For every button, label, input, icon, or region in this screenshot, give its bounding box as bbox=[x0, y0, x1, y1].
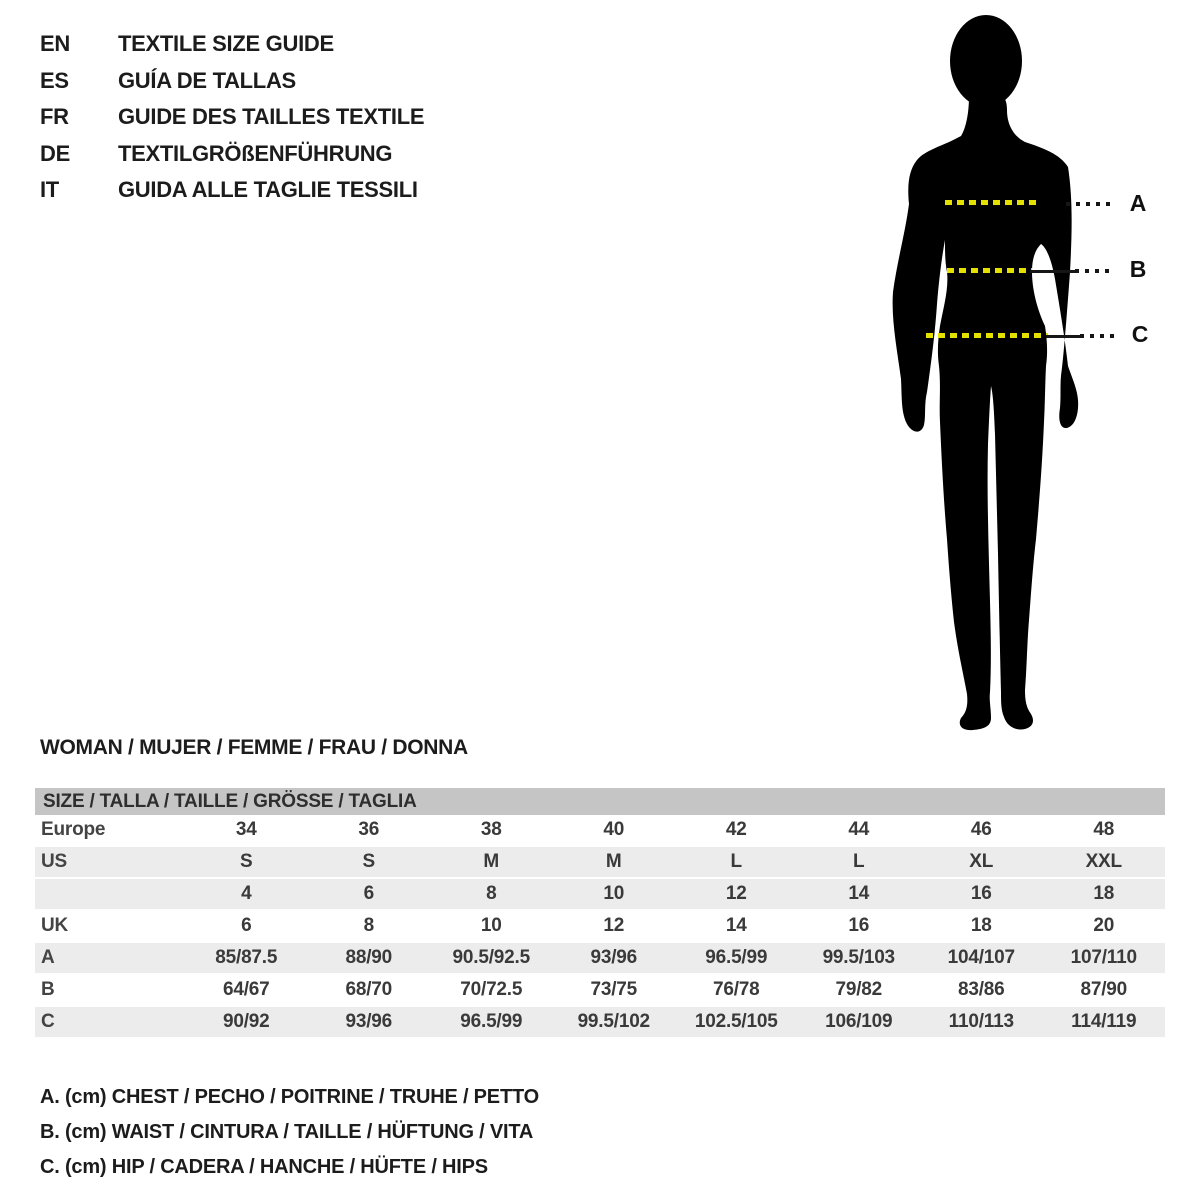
hip-leader-dotted-line bbox=[1080, 334, 1115, 338]
size-cell: 99.5/102 bbox=[553, 1007, 676, 1039]
language-guide-title: TEXTILGRÖßENFÜHRUNG bbox=[118, 140, 393, 166]
size-cell: XL bbox=[920, 847, 1043, 879]
language-guide-title: GUÍA DE TALLAS bbox=[118, 67, 296, 93]
size-cell: 68/70 bbox=[308, 975, 431, 1007]
row-label: Europe bbox=[35, 815, 185, 847]
size-cell: 10 bbox=[553, 879, 676, 911]
size-cell: M bbox=[430, 847, 553, 879]
size-cell: 64/67 bbox=[185, 975, 308, 1007]
size-cell: 88/90 bbox=[308, 943, 431, 975]
measurement-note: A. (cm) CHEST / PECHO / POITRINE / TRUHE / PETTO bbox=[40, 1086, 539, 1108]
table-row bbox=[35, 879, 1165, 911]
woman-silhouette-svg bbox=[855, 4, 1115, 736]
size-cell: 99.5/103 bbox=[798, 943, 921, 975]
language-code: EN bbox=[40, 31, 70, 56]
size-cell: 73/75 bbox=[553, 975, 676, 1007]
table-row bbox=[35, 1007, 1165, 1039]
size-cell: 90.5/92.5 bbox=[430, 943, 553, 975]
size-cell: 8 bbox=[430, 879, 553, 911]
size-cell: 46 bbox=[920, 815, 1043, 847]
size-cell: 93/96 bbox=[553, 943, 676, 975]
marker-label-b: B bbox=[1129, 256, 1147, 282]
size-cell: S bbox=[185, 847, 308, 879]
language-guide-title: TEXTILE SIZE GUIDE bbox=[118, 31, 334, 56]
size-table bbox=[35, 815, 1165, 1039]
size-cell: 114/119 bbox=[1043, 1007, 1166, 1039]
chest-leader-dotted-line bbox=[1066, 202, 1114, 206]
language-guide-title: GUIDE DES TAILLES TEXTILE bbox=[118, 104, 425, 130]
size-cell: XXL bbox=[1043, 847, 1166, 879]
section-title-woman: WOMAN / MUJER / FEMME / FRAU / DONNA bbox=[40, 736, 468, 759]
size-cell: 14 bbox=[798, 879, 921, 911]
size-cell: 85/87.5 bbox=[185, 943, 308, 975]
size-cell: 10 bbox=[430, 911, 553, 943]
table-row bbox=[35, 815, 1165, 847]
size-cell: L bbox=[798, 847, 921, 879]
size-cell: 102.5/105 bbox=[675, 1007, 798, 1039]
size-cell: L bbox=[675, 847, 798, 879]
size-cell: 42 bbox=[675, 815, 798, 847]
size-cell: 40 bbox=[553, 815, 676, 847]
size-cell: 87/90 bbox=[1043, 975, 1166, 1007]
size-cell: 96.5/99 bbox=[430, 1007, 553, 1039]
size-cell: 20 bbox=[1043, 911, 1166, 943]
language-code: DE bbox=[40, 140, 70, 166]
measurement-note: B. (cm) WAIST / CINTURA / TAILLE / HÜFTUNG / VITA bbox=[40, 1121, 534, 1143]
language-code: FR bbox=[40, 104, 69, 130]
size-cell: 36 bbox=[308, 815, 431, 847]
size-cell: 90/92 bbox=[185, 1007, 308, 1039]
measurement-notes bbox=[40, 1080, 539, 1185]
size-cell: 14 bbox=[675, 911, 798, 943]
row-label: UK bbox=[35, 911, 185, 943]
row-label: B bbox=[35, 975, 185, 1007]
size-cell: 79/82 bbox=[798, 975, 921, 1007]
size-cell: M bbox=[553, 847, 676, 879]
marker-label-a: A bbox=[1129, 190, 1147, 216]
table-row bbox=[35, 911, 1165, 943]
size-cell: 18 bbox=[920, 911, 1043, 943]
size-cell: 12 bbox=[675, 879, 798, 911]
size-cell: 107/110 bbox=[1043, 943, 1166, 975]
table-row bbox=[35, 943, 1165, 975]
size-cell: 96.5/99 bbox=[675, 943, 798, 975]
waist-measure-dash-line bbox=[947, 268, 1032, 273]
size-cell: 48 bbox=[1043, 815, 1166, 847]
size-cell: 4 bbox=[185, 879, 308, 911]
size-cell: 6 bbox=[185, 911, 308, 943]
size-cell: 93/96 bbox=[308, 1007, 431, 1039]
size-cell: 16 bbox=[920, 879, 1043, 911]
waist-leader-solid-line bbox=[1030, 270, 1076, 273]
chest-measure-dash-line bbox=[945, 200, 1041, 205]
marker-label-c: C bbox=[1131, 321, 1149, 347]
size-cell: 8 bbox=[308, 911, 431, 943]
size-cell: 76/78 bbox=[675, 975, 798, 1007]
woman-silhouette bbox=[855, 4, 1115, 736]
size-cell: 44 bbox=[798, 815, 921, 847]
language-code: ES bbox=[40, 67, 69, 93]
row-label: C bbox=[35, 1007, 185, 1039]
size-cell: 18 bbox=[1043, 879, 1166, 911]
size-table-block bbox=[35, 788, 1165, 1039]
size-cell: 16 bbox=[798, 911, 921, 943]
size-table-header: SIZE / TALLA / TAILLE / GRÖSSE / TAGLIA bbox=[35, 788, 1165, 815]
table-row bbox=[35, 975, 1165, 1007]
language-code: IT bbox=[40, 177, 59, 203]
hip-leader-solid-line bbox=[1046, 335, 1081, 338]
size-cell: 83/86 bbox=[920, 975, 1043, 1007]
waist-leader-dotted-line bbox=[1075, 269, 1115, 273]
language-list bbox=[40, 26, 424, 209]
row-label: US bbox=[35, 847, 185, 879]
size-cell: 106/109 bbox=[798, 1007, 921, 1039]
size-cell: 104/107 bbox=[920, 943, 1043, 975]
size-cell: S bbox=[308, 847, 431, 879]
size-cell: 70/72.5 bbox=[430, 975, 553, 1007]
row-label: A bbox=[35, 943, 185, 975]
size-cell: 110/113 bbox=[920, 1007, 1043, 1039]
size-cell: 6 bbox=[308, 879, 431, 911]
row-label bbox=[35, 879, 185, 911]
language-guide-title: GUIDA ALLE TAGLIE TESSILI bbox=[118, 177, 418, 203]
size-cell: 12 bbox=[553, 911, 676, 943]
hip-measure-dash-line bbox=[926, 333, 1048, 338]
size-cell: 34 bbox=[185, 815, 308, 847]
size-cell: 38 bbox=[430, 815, 553, 847]
table-row bbox=[35, 847, 1165, 879]
measurement-note: C. (cm) HIP / CADERA / HANCHE / HÜFTE / HIPS bbox=[40, 1156, 488, 1178]
